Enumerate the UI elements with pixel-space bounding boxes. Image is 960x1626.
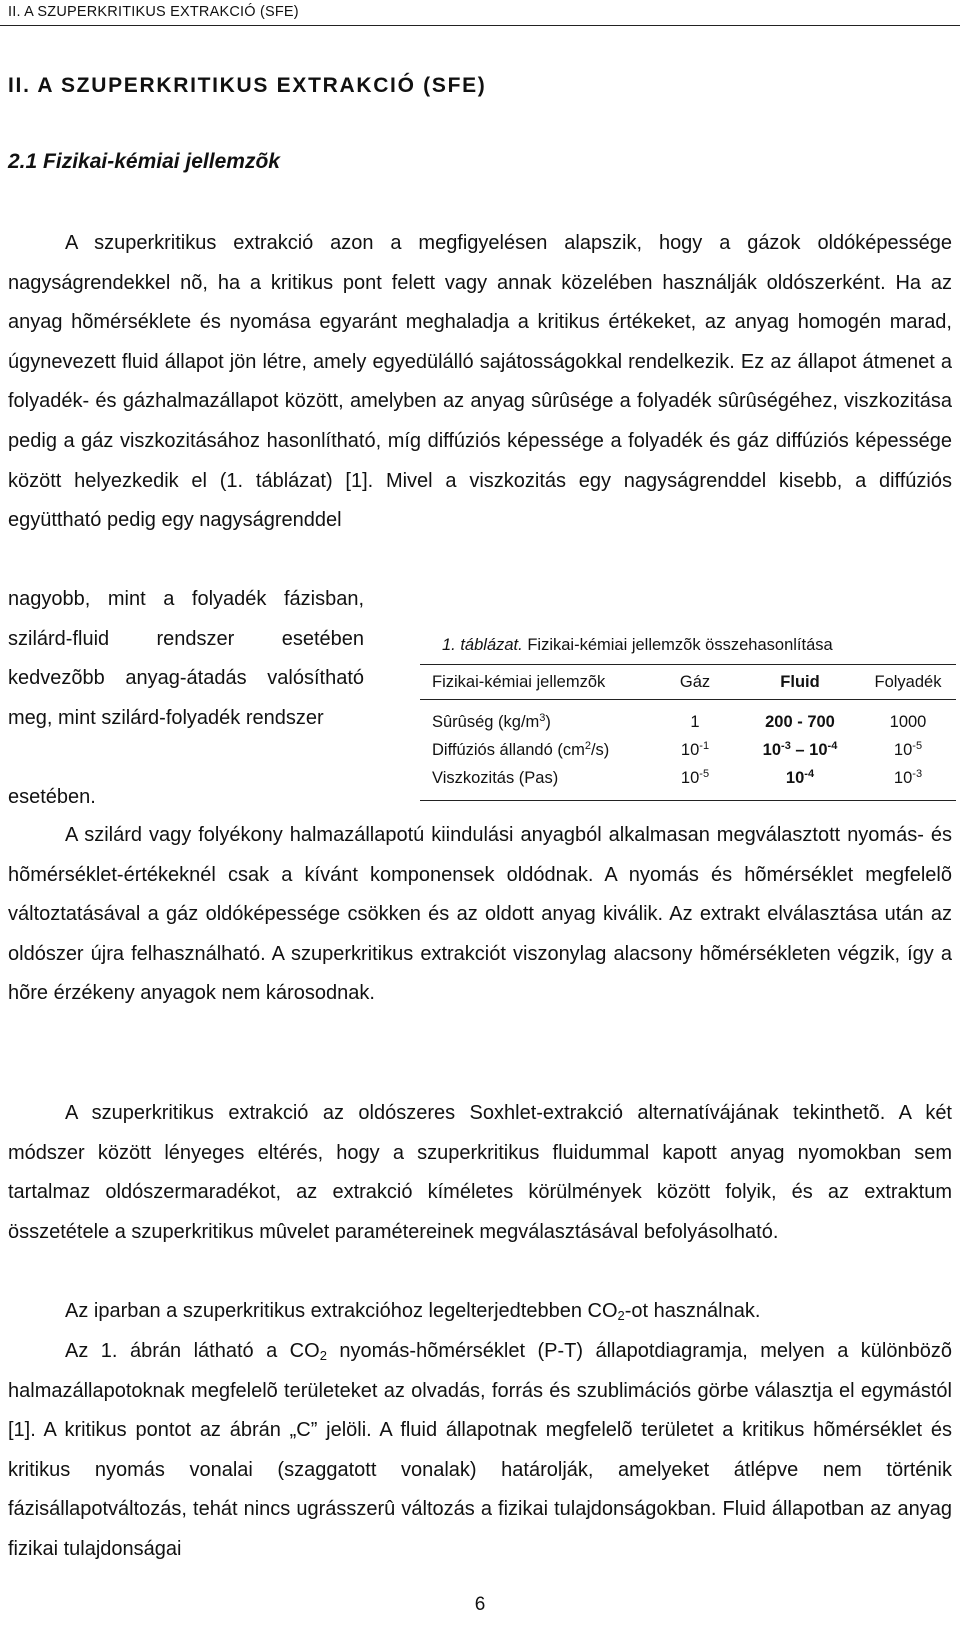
cell-gas: 1 [690,712,700,731]
paragraph-1-wrap: nagyobb, mint a folyadék fázisban, szilárd-fluid rendszer esetében kedvezõbb anyag-átadás valósítható meg, mint szilárd-folyadék rendszer [8,588,364,729]
table-caption-text: Fizikai-kémiai jellemzõk összehasonlítása [522,636,833,654]
cell-fluid: $10^{-4}$ [785,767,815,787]
running-header-text: II. A SZUPERKRITIKUS EXTRAKCIÓ (SFE) [8,4,299,20]
cell-property: Diffúziós állandó $(cm^2/s)$ [432,739,610,759]
table-header-row [420,665,956,700]
paragraph-2: A szilárd vagy folyékony halmazállapotú kiindulási anyagból alkalmasan megválasztott nyomás- és hõmérséklet-értékeknél csak a kívánt komponensek oldódnak. A nyomás és hõmérséklet megfelelõ változtatásával a gáz oldóképessége csökken és az oldott anyag kiválik. Az extrakt elválasztása után az oldószer újra felhasználható. A szuperkritikus extrakciót viszonylag alacsony hõmérsékleten végzik, így a hõre érzékeny anyagok nem károsodnak. [8,824,952,1005]
properties-table [420,664,956,800]
page-number: 6 [474,1594,486,1615]
col-header-liquid: Folyadék [874,672,942,691]
cell-gas: $10^{-1}$ [680,739,710,759]
cell-fluid: $10^{-3} - 10^{-4}$ [762,739,838,759]
table-row [420,764,956,800]
paragraph-4: Az iparban a szuperkritikus extrakcióhoz legelterjedtebben $CO_2-ot$ használnak. [65,1300,761,1323]
table-caption [420,634,956,664]
cell-property: Sûrûség $(kg/m^3)$ [432,711,551,731]
cell-liquid: $10^{-5}$ [893,739,923,759]
paragraph-1-end: esetében. [8,786,96,808]
col-header-gas: Gáz [679,672,711,691]
section-title: 2.1 Fizikai-kémiai jellemzõk [8,150,280,173]
table-caption-label: 1. táblázat. [442,636,523,654]
paragraph-3: A szuperkritikus extrakció az oldószeres Soxhlet-extrakció alternatívájának tekinthetõ. A két módszer között lényeges eltérés, hogy a szuperkritikus fluidummal kapott anyag nyomokban sem tartalmaz oldószermaradékot, az extrakció kíméletes körülmények között folyik, és az extraktum összetétele a szuperkritikus mûvelet paramétereinek megválasztásával befolyásolható. [8,1102,952,1243]
comparison-table [420,634,956,801]
col-header-fluid: Fluid [780,672,820,691]
cell-fluid: 200 - 700 [765,712,835,731]
cell-liquid: 1000 [889,712,927,731]
chapter-title: II. A SZUPERKRITIKUS EXTRAKCIÓ (SFE) [8,74,487,97]
cell-liquid: $10^{-3}$ [893,767,923,787]
cell-property: Viszkozitás (Pas) [432,768,559,787]
paragraph-1: A szuperkritikus extrakció azon a megfigyelésen alapszik, hogy a gázok oldóképessége nagyságrendekkel nõ, ha a kritikus pont felett vagy annak közelében használják oldószerként. Ha az anyag hõmérséklete és nyomása egyaránt meghaladja a kritikus értékeket, az anyag homogén marad, úgynevezett fluid állapot jön létre, amely egyedülálló sajátosságokkal rendelkezik. Ez az állapot átmenet a folyadék- és gázhalmazállapot között, amelyben az anyag sûrûsége a folyadék sûrûségéhez, viszkozitása pedig a gáz viszkozitásához hasonlítható, míg diffúziós képessége a folyadék és gáz diffúziós képessége között helyezkedik el (1. táblázat) [1]. Mivel a viszkozitás egy nagyságrenddel kisebb, a diffúziós együttható pedig egy nagyságrenddel [8,232,952,532]
running-header [0,0,960,26]
cell-gas: $10^{-5}$ [680,767,710,787]
paragraph-5: Az 1. ábrán látható a $CO_2$ nyomás-hõmérséklet (P-T) állapotdiagramja, melyen a különbözõ halmazállapotoknak megfelelõ területeket az olvadás, forrás és szublimációs görbe választja el egymástól [1]. A kritikus pontot az ábrán „C” jelöli. A fluid állapotnak megfelelõ területet a kritikus hõmérséklet és kritikus nyomás vonalai (szaggatott vonalak) határolják, amelyeket átlépve nem történik fázisállapotváltozás, tehát nincs ugrásszerû változás a fizikai tulajdonságokban. Fluid állapotban az anyag fizikai tulajdonságai [8,1340,952,1560]
table-row [420,736,956,764]
table-row [420,700,956,737]
col-header-property: Fizikai-kémiai jellemzõk [432,672,606,691]
